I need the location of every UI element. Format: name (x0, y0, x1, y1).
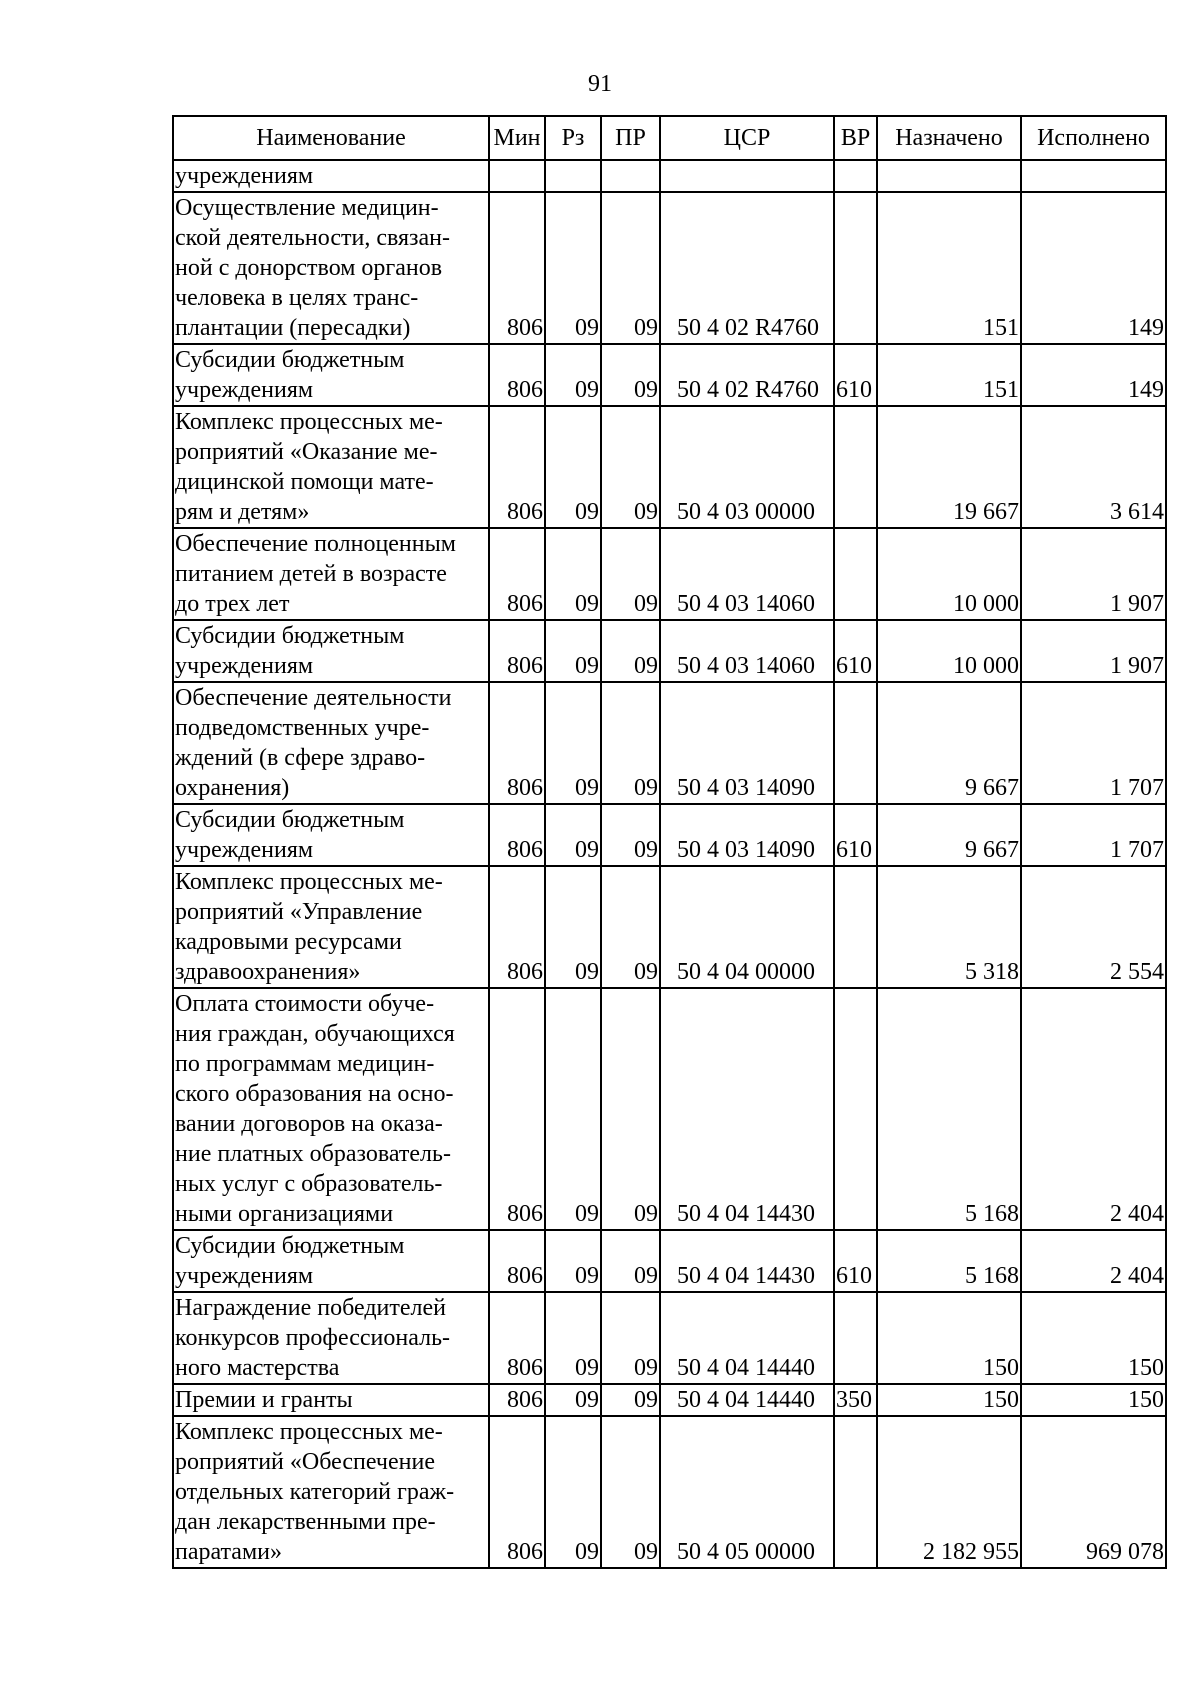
cell-pr: 09 (601, 804, 660, 866)
cell-rz: 09 (545, 866, 601, 988)
cell-assigned: 19 667 (877, 406, 1021, 528)
cell-vr (834, 528, 877, 620)
cell-rz: 09 (545, 344, 601, 406)
cell-rz: 09 (545, 1416, 601, 1568)
table-row (173, 1230, 1166, 1292)
cell-name: Субсидии бюджетным учреждениям (173, 344, 489, 406)
cell-csr: 50 4 02 R4760 (660, 344, 834, 406)
cell-assigned: 10 000 (877, 620, 1021, 682)
header-min: Мин (489, 116, 545, 160)
header-executed: Исполнено (1021, 116, 1166, 160)
cell-rz: 09 (545, 1230, 601, 1292)
cell-csr: 50 4 04 14430 (660, 1230, 834, 1292)
cell-name: Оплата стоимости обуче- ния граждан, обучающихся по программам медицин- ского образования на осно- вании договоров на оказа- ние платных образователь- ных услуг с образователь- ными организациями (173, 988, 489, 1230)
cell-assigned: 5 318 (877, 866, 1021, 988)
cell-assigned: 10 000 (877, 528, 1021, 620)
cell-rz: 09 (545, 192, 601, 344)
cell-rz (545, 160, 601, 192)
cell-executed: 1 907 (1021, 620, 1166, 682)
cell-min: 806 (489, 344, 545, 406)
cell-name: Осуществление медицин- ской деятельности, связан- ной с донорством органов человека в целях транс- плантации (пересадки) (173, 192, 489, 344)
cell-executed: 2 404 (1021, 988, 1166, 1230)
cell-rz: 09 (545, 804, 601, 866)
cell-csr: 50 4 03 14090 (660, 804, 834, 866)
header-csr: ЦСР (660, 116, 834, 160)
cell-min: 806 (489, 406, 545, 528)
cell-rz: 09 (545, 1292, 601, 1384)
cell-name: Премии и гранты (173, 1384, 489, 1416)
table-row (173, 988, 1166, 1230)
header-rz: Рз (545, 116, 601, 160)
header-vr: ВР (834, 116, 877, 160)
cell-vr: 610 (834, 620, 877, 682)
cell-name: Субсидии бюджетным учреждениям (173, 804, 489, 866)
table-row (173, 620, 1166, 682)
cell-rz: 09 (545, 620, 601, 682)
cell-executed: 2 404 (1021, 1230, 1166, 1292)
table-row (173, 160, 1166, 192)
cell-name: Обеспечение деятельности подведомственных учре- ждений (в сфере здраво- охранения) (173, 682, 489, 804)
cell-csr: 50 4 04 14430 (660, 988, 834, 1230)
cell-executed: 2 554 (1021, 866, 1166, 988)
cell-pr: 09 (601, 1292, 660, 1384)
cell-csr: 50 4 05 00000 (660, 1416, 834, 1568)
cell-pr: 09 (601, 682, 660, 804)
cell-executed: 149 (1021, 344, 1166, 406)
table-row (173, 682, 1166, 804)
cell-min: 806 (489, 1416, 545, 1568)
cell-vr (834, 1292, 877, 1384)
cell-name: Обеспечение полноценным питанием детей в возрасте до трех лет (173, 528, 489, 620)
cell-name: учреждениям (173, 160, 489, 192)
cell-rz: 09 (545, 528, 601, 620)
cell-min: 806 (489, 528, 545, 620)
cell-min: 806 (489, 620, 545, 682)
cell-csr (660, 160, 834, 192)
cell-vr (834, 1416, 877, 1568)
cell-assigned: 150 (877, 1384, 1021, 1416)
table-row (173, 1416, 1166, 1568)
cell-rz: 09 (545, 988, 601, 1230)
table-row (173, 192, 1166, 344)
cell-name: Субсидии бюджетным учреждениям (173, 1230, 489, 1292)
cell-assigned: 151 (877, 344, 1021, 406)
cell-pr: 09 (601, 1384, 660, 1416)
cell-min: 806 (489, 1384, 545, 1416)
cell-assigned: 9 667 (877, 804, 1021, 866)
cell-rz: 09 (545, 1384, 601, 1416)
cell-min: 806 (489, 682, 545, 804)
table-row (173, 1384, 1166, 1416)
cell-executed: 150 (1021, 1292, 1166, 1384)
cell-vr: 610 (834, 804, 877, 866)
cell-name: Комплекс процессных ме- роприятий «Оказание ме- дицинской помощи мате- рям и детям» (173, 406, 489, 528)
cell-csr: 50 4 04 14440 (660, 1384, 834, 1416)
header-name: Наименование (173, 116, 489, 160)
cell-executed: 149 (1021, 192, 1166, 344)
table-row (173, 344, 1166, 406)
table-row (173, 866, 1166, 988)
cell-executed: 3 614 (1021, 406, 1166, 528)
cell-vr (834, 682, 877, 804)
cell-pr: 09 (601, 1230, 660, 1292)
cell-pr: 09 (601, 192, 660, 344)
cell-rz: 09 (545, 682, 601, 804)
cell-pr: 09 (601, 988, 660, 1230)
cell-pr: 09 (601, 406, 660, 528)
cell-executed: 969 078 (1021, 1416, 1166, 1568)
cell-vr (834, 406, 877, 528)
cell-executed: 1 707 (1021, 804, 1166, 866)
cell-vr (834, 160, 877, 192)
cell-name: Комплекс процессных ме- роприятий «Обеспечение отдельных категорий граж- дан лекарственными пре- паратами» (173, 1416, 489, 1568)
cell-vr (834, 192, 877, 344)
header-assigned: Назначено (877, 116, 1021, 160)
cell-csr: 50 4 03 00000 (660, 406, 834, 528)
table-body (173, 160, 1166, 1568)
cell-name: Субсидии бюджетным учреждениям (173, 620, 489, 682)
cell-csr: 50 4 04 00000 (660, 866, 834, 988)
table-row (173, 804, 1166, 866)
cell-assigned (877, 160, 1021, 192)
cell-executed: 1 907 (1021, 528, 1166, 620)
cell-csr: 50 4 02 R4760 (660, 192, 834, 344)
cell-min: 806 (489, 988, 545, 1230)
cell-pr: 09 (601, 528, 660, 620)
table-row (173, 528, 1166, 620)
cell-min: 806 (489, 1230, 545, 1292)
budget-table (172, 115, 1167, 1569)
cell-min (489, 160, 545, 192)
cell-assigned: 151 (877, 192, 1021, 344)
cell-executed (1021, 160, 1166, 192)
table-row (173, 406, 1166, 528)
cell-pr: 09 (601, 344, 660, 406)
cell-csr: 50 4 03 14060 (660, 620, 834, 682)
cell-assigned: 150 (877, 1292, 1021, 1384)
cell-min: 806 (489, 192, 545, 344)
cell-csr: 50 4 04 14440 (660, 1292, 834, 1384)
cell-vr (834, 988, 877, 1230)
cell-assigned: 2 182 955 (877, 1416, 1021, 1568)
cell-pr (601, 160, 660, 192)
cell-executed: 150 (1021, 1384, 1166, 1416)
cell-vr (834, 866, 877, 988)
cell-name: Награждение победителей конкурсов профессиональ- ного мастерства (173, 1292, 489, 1384)
cell-assigned: 5 168 (877, 1230, 1021, 1292)
cell-assigned: 5 168 (877, 988, 1021, 1230)
table-row (173, 1292, 1166, 1384)
cell-executed: 1 707 (1021, 682, 1166, 804)
cell-pr: 09 (601, 866, 660, 988)
page-number: 91 (588, 71, 612, 97)
cell-min: 806 (489, 804, 545, 866)
cell-min: 806 (489, 1292, 545, 1384)
cell-min: 806 (489, 866, 545, 988)
cell-rz: 09 (545, 406, 601, 528)
cell-csr: 50 4 03 14090 (660, 682, 834, 804)
cell-pr: 09 (601, 1416, 660, 1568)
cell-csr: 50 4 03 14060 (660, 528, 834, 620)
table-header-row (173, 116, 1166, 160)
cell-vr: 350 (834, 1384, 877, 1416)
cell-assigned: 9 667 (877, 682, 1021, 804)
cell-pr: 09 (601, 620, 660, 682)
cell-vr: 610 (834, 344, 877, 406)
cell-vr: 610 (834, 1230, 877, 1292)
cell-name: Комплекс процессных ме- роприятий «Управление кадровыми ресурсами здравоохранения» (173, 866, 489, 988)
header-pr: ПР (601, 116, 660, 160)
